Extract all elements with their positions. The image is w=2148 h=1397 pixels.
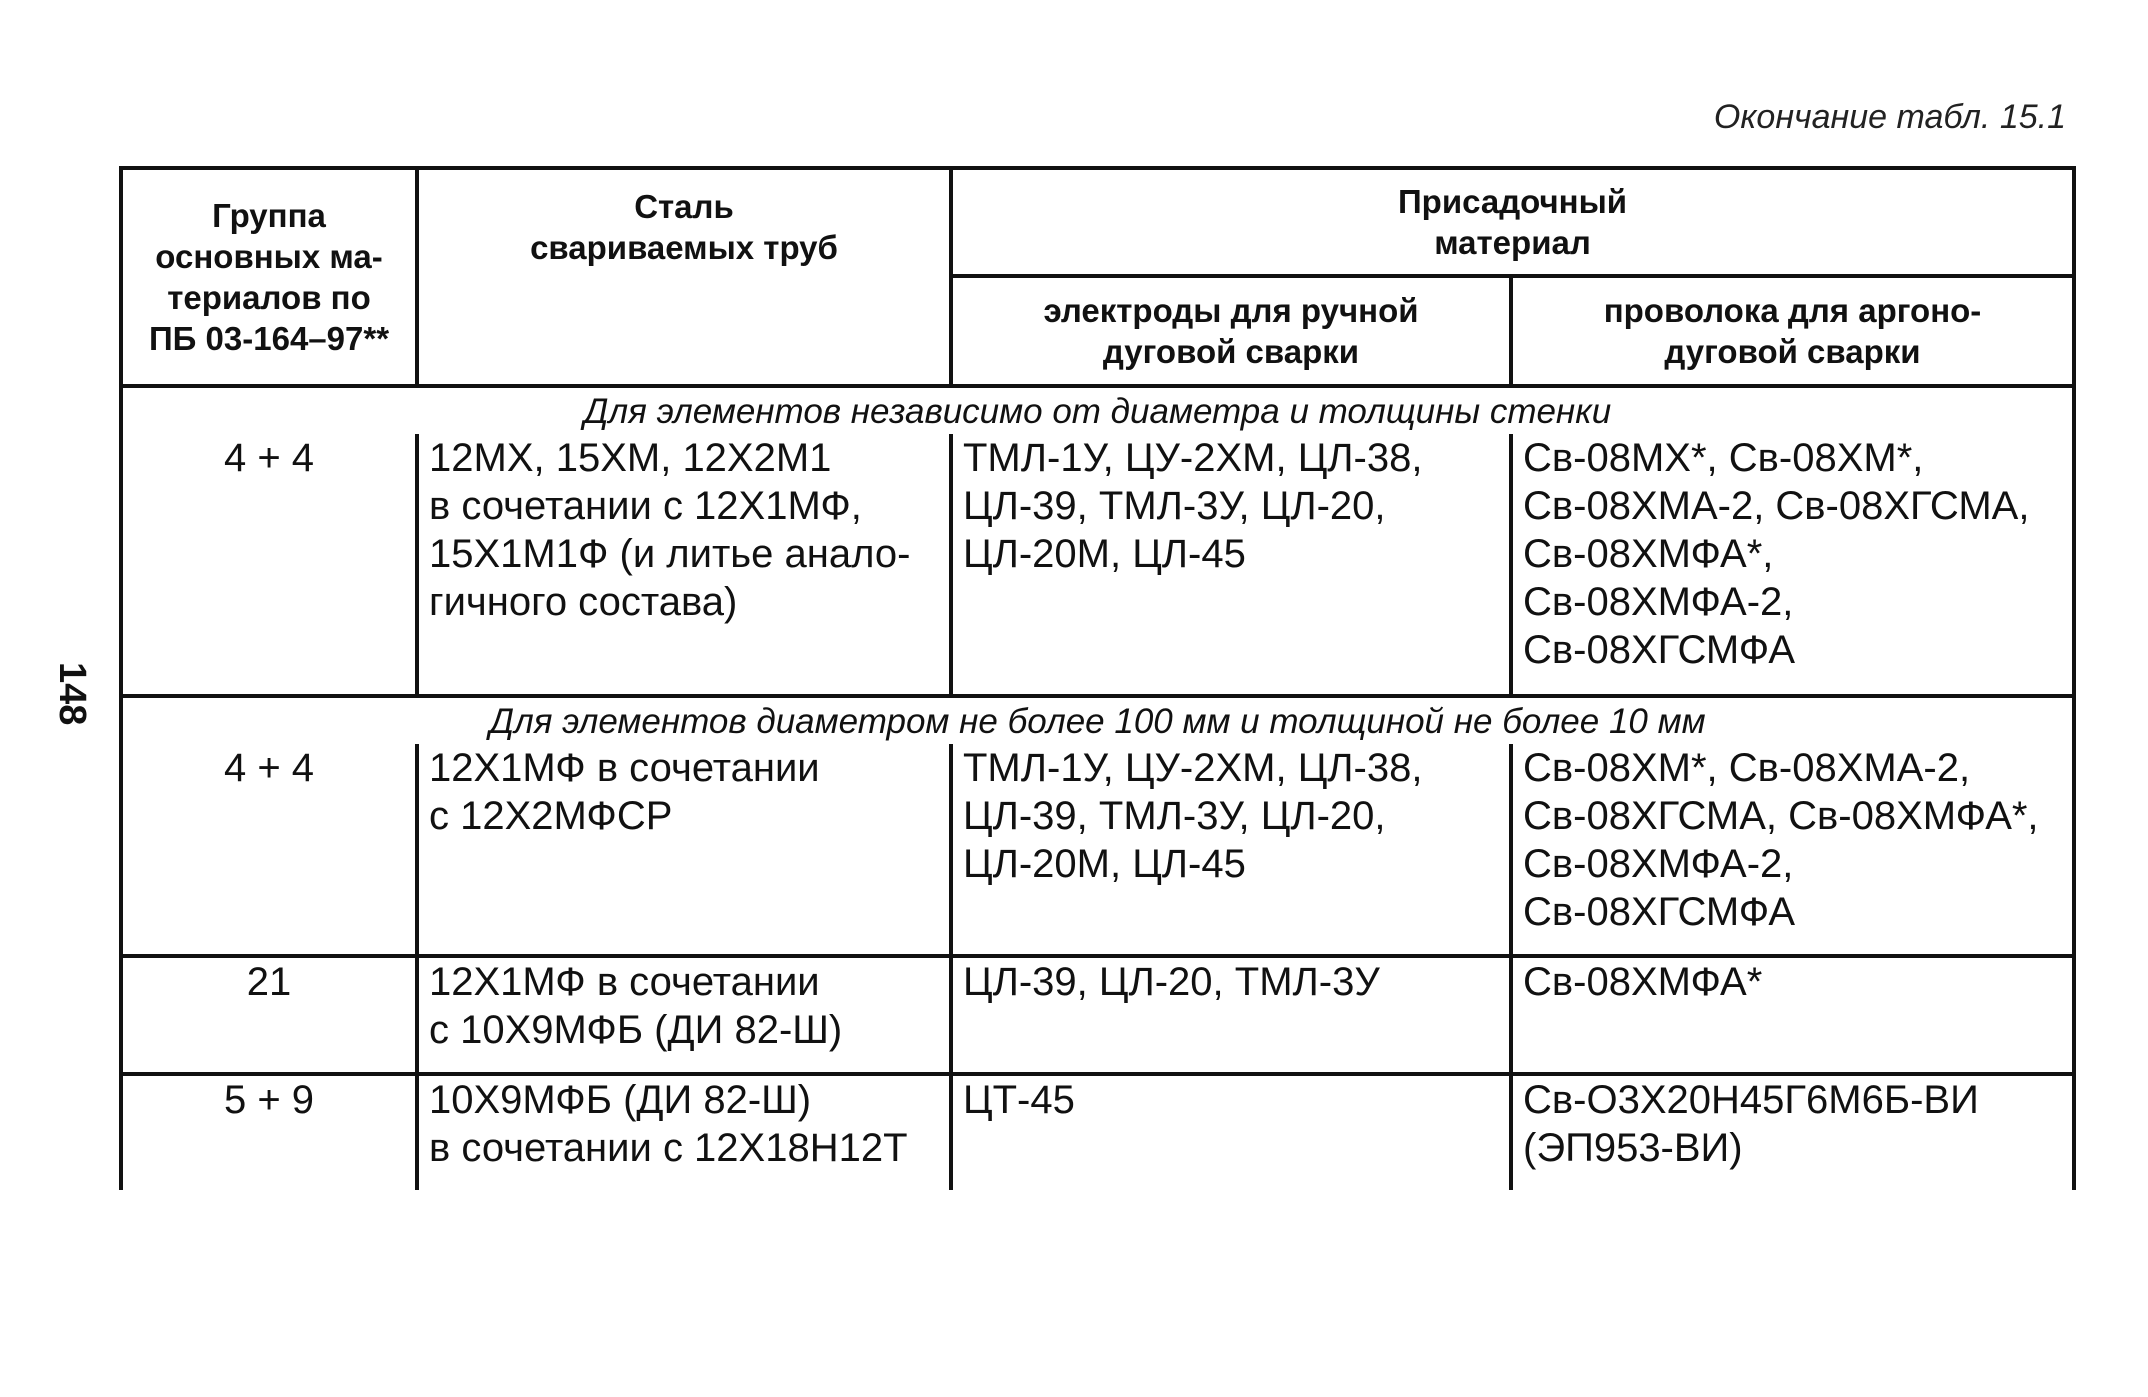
section-title: Для элементов диаметром не более 100 мм и толщиной не более 10 мм xyxy=(121,696,2074,744)
cell-group: 4 + 4 xyxy=(121,744,417,956)
cell-wire: Св-08ХМФА* xyxy=(1511,956,2074,1074)
header-steel: Сталь свариваемых труб xyxy=(417,168,951,386)
welding-materials-table xyxy=(119,166,2076,1190)
table-row xyxy=(121,1074,2074,1190)
cell-wire: Св-08МХ*, Св-08ХМ*, Св-08ХМА-2, Св-08ХГСМА, Св-08ХМФА*, Св-08ХМФА-2, Св-08ХГСМФА xyxy=(1511,434,2074,696)
header-filler: Присадочный материал xyxy=(951,168,2074,276)
section-row xyxy=(121,386,2074,434)
cell-group: 4 + 4 xyxy=(121,434,417,696)
cell-steel: 10Х9МФБ (ДИ 82-Ш) в сочетании с 12Х18Н12Т xyxy=(417,1074,951,1190)
table-row xyxy=(121,434,2074,696)
header-group: Группа основных ма- териалов по ПБ 03-164–97** xyxy=(121,168,417,386)
cell-electrodes: ЦЛ-39, ЦЛ-20, ТМЛ-3У xyxy=(951,956,1511,1074)
cell-electrodes: ТМЛ-1У, ЦУ-2ХМ, ЦЛ-38, ЦЛ-39, ТМЛ-3У, ЦЛ-20, ЦЛ-20М, ЦЛ-45 xyxy=(951,744,1511,956)
cell-electrodes: ЦТ-45 xyxy=(951,1074,1511,1190)
cell-electrodes: ТМЛ-1У, ЦУ-2ХМ, ЦЛ-38, ЦЛ-39, ТМЛ-3У, ЦЛ-20, ЦЛ-20М, ЦЛ-45 xyxy=(951,434,1511,696)
section-row xyxy=(121,696,2074,744)
cell-wire: Св-08ХМ*, Св-08ХМА-2, Св-08ХГСМА, Св-08ХМФА*, Св-08ХМФА-2, Св-08ХГСМФА xyxy=(1511,744,2074,956)
table-row xyxy=(121,956,2074,1074)
cell-group: 5 + 9 xyxy=(121,1074,417,1190)
cell-steel: 12Х1МФ в сочетании с 10Х9МФБ (ДИ 82-Ш) xyxy=(417,956,951,1074)
header-electrodes: электроды для ручной дуговой сварки xyxy=(951,276,1511,386)
cell-steel: 12МХ, 15ХМ, 12Х2М1 в сочетании с 12Х1МФ, 15Х1М1Ф (и литье анало- гичного состава) xyxy=(417,434,951,696)
header-wire: проволока для аргоно- дуговой сварки xyxy=(1511,276,2074,386)
cell-group: 21 xyxy=(121,956,417,1074)
page-number: 148 xyxy=(51,662,93,726)
table-caption: Окончание табл. 15.1 xyxy=(1713,98,2066,136)
table-row xyxy=(121,744,2074,956)
section-title: Для элементов независимо от диаметра и толщины стенки xyxy=(121,386,2074,434)
cell-steel: 12Х1МФ в сочетании с 12Х2МФСР xyxy=(417,744,951,956)
cell-wire: Св-О3Х20Н45Г6М6Б-ВИ (ЭП953-ВИ) xyxy=(1511,1074,2074,1190)
